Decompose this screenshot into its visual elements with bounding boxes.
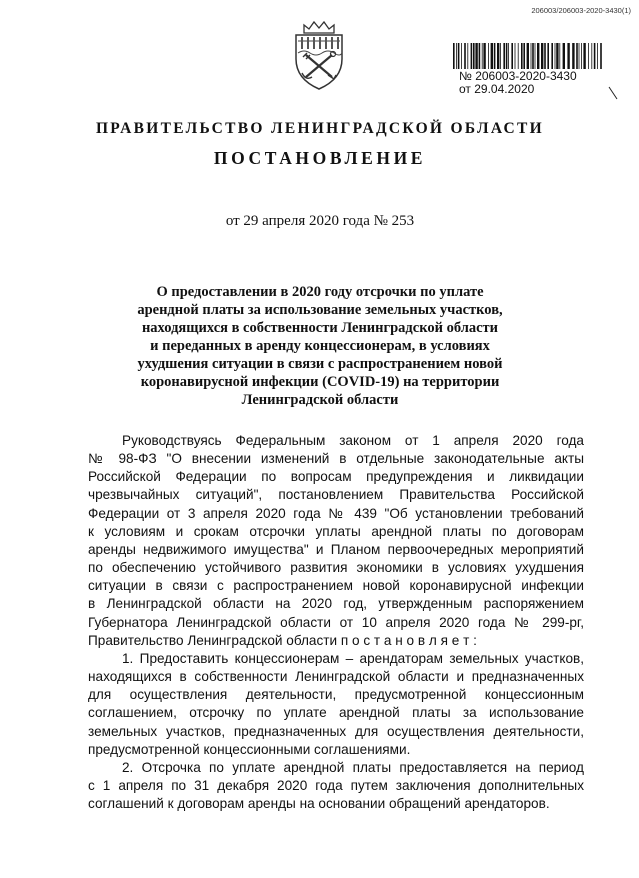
body-line: соглашений к договорам аренды на основании обращений арендаторов. [88,796,550,812]
barcode-bar [559,43,560,69]
registration-date: от 29.04.2020 [459,82,535,96]
registration-number: № 206003-2020-3430 [459,69,577,83]
barcode-bar [500,43,501,69]
body-line: Губернатора Ленинградской области от 10 апреля 2020 года № 299-рг, [88,614,584,630]
government-name: ПРАВИТЕЛЬСТВО ЛЕНИНГРАДСКОЙ ОБЛАСТИ [95,120,545,137]
barcode-bar [537,43,539,69]
body-line: земельных участков, предназначенных для осуществления деятельности, [88,723,584,739]
body-line: предусмотренной концессионными соглашениями. [88,741,411,757]
body-line: Правительство Ленинградской области п о с т а н о в л я е т : [88,632,477,648]
barcode-bar [579,43,580,69]
document-type: ПОСТАНОВЛЕНИЕ [213,148,427,168]
barcode-bar [591,43,592,69]
barcode-icon [453,43,603,69]
barcode-bar [541,43,543,69]
barcode-bar [588,43,589,69]
barcode-bar [483,43,485,69]
body-line: в Ленинградской области на 2020 год, утвержденным распоряжением [88,596,584,612]
barcode-bar [458,43,460,69]
barcode-bar [456,43,457,69]
body-line: ситуации в связи с распространением новой коронавирусной инфекции [88,578,584,594]
barcode-bar [521,43,523,69]
barcode-bar [491,43,493,69]
barcode-bar [535,43,536,69]
title-line: арендной платы за использование земельных участков, [137,302,503,318]
document-title [120,283,520,409]
barcode-bar [567,43,569,69]
body-line: находящихся в собственности Ленинградской области и предназначенных [88,669,584,685]
barcode-bar [515,43,516,69]
body-line: чрезвычайных ситуаций", постановлением Правительства Российской [88,487,584,503]
barcode-bar [597,43,598,69]
document-id: 206003/206003-2020-3430(1) [531,6,631,15]
barcode-bar [461,43,462,69]
barcode-bar [488,43,489,69]
barcode-bar [576,43,578,69]
barcode-bar [523,43,525,69]
barcode-bar [482,43,483,69]
title-line: Ленинградской области [241,392,399,408]
barcode-bar [572,43,574,69]
barcode-bar [527,43,529,69]
document-date: от 29 апреля 2020 года № 253 [225,213,415,229]
title-line: и переданных в аренду концессионерам, в условиях [150,338,490,354]
body-line: 2. Отсрочка по уплате арендной платы предоставляется на период [122,759,584,775]
barcode-bar [475,43,477,69]
barcode-bar [479,43,481,69]
barcode-bar [497,43,499,69]
barcode-bar [503,43,505,69]
barcode-bar [511,43,513,69]
body-line: 1. Предоставить концессионерам – арендаторам земельных участков, [122,650,584,666]
body-line: Федерации от 3 апреля 2020 года № 439 "Об установлении требований [88,505,584,521]
body-line: Российской Федерации по вопросам предупреждения и ликвидации [88,469,584,485]
barcode-bar [453,43,455,69]
pen-mark-icon [606,86,620,100]
barcode-bar [464,43,466,69]
barcode-bar [555,43,556,69]
body-line: Руководствуясь Федеральным законом от 1 апреля 2020 года [122,433,584,448]
body-line: для осуществления деятельности, предусмотренной концессионным [88,687,584,703]
barcode-bar [508,43,509,69]
barcode-bar [563,43,565,69]
barcode-bar [471,43,473,69]
barcode-bar [556,43,558,69]
title-line: ухудшения ситуации в связи с распространением новой [137,356,503,372]
barcode-bar [531,43,532,69]
barcode-bar [532,43,534,69]
barcode-bar [544,43,546,69]
body-line: к условиям и срокам отсрочки уплаты арендной платы по договорам [88,523,584,539]
body-line: по обеспечению устойчивого развития экономики в условиях ухудшения [88,560,584,576]
document-body [88,432,584,813]
barcode-bar [594,43,596,69]
barcode-bar [518,43,519,69]
barcode-bar [467,43,468,69]
title-line: коронавирусной инфекции (COVID-19) на территории [140,374,500,390]
barcode-bar [551,43,553,69]
barcode-bar [600,43,602,69]
barcode-bar [494,43,496,69]
title-line: находящихся в собственности Ленинградской области [141,320,499,336]
body-line: аренды недвижимого имущества" и Планом первоочередных мероприятий [88,541,584,557]
barcode-bar [506,43,508,69]
barcode-bar [581,43,582,69]
title-line: О предоставлении в 2020 году отсрочки по уплате [156,284,484,300]
body-line: соглашением, отсрочку по уплате арендной платы за использование [88,705,584,721]
body-line: № 98-ФЗ "О внесении изменений в отдельные законодательные акты [88,451,584,467]
body-line: с 1 апреля по 31 декабря 2020 года путем заключения дополнительных [88,777,584,793]
barcode-bar [547,43,549,69]
barcode-bar [473,43,475,69]
coat-of-arms-icon [288,19,350,91]
barcode-bar [583,43,585,69]
